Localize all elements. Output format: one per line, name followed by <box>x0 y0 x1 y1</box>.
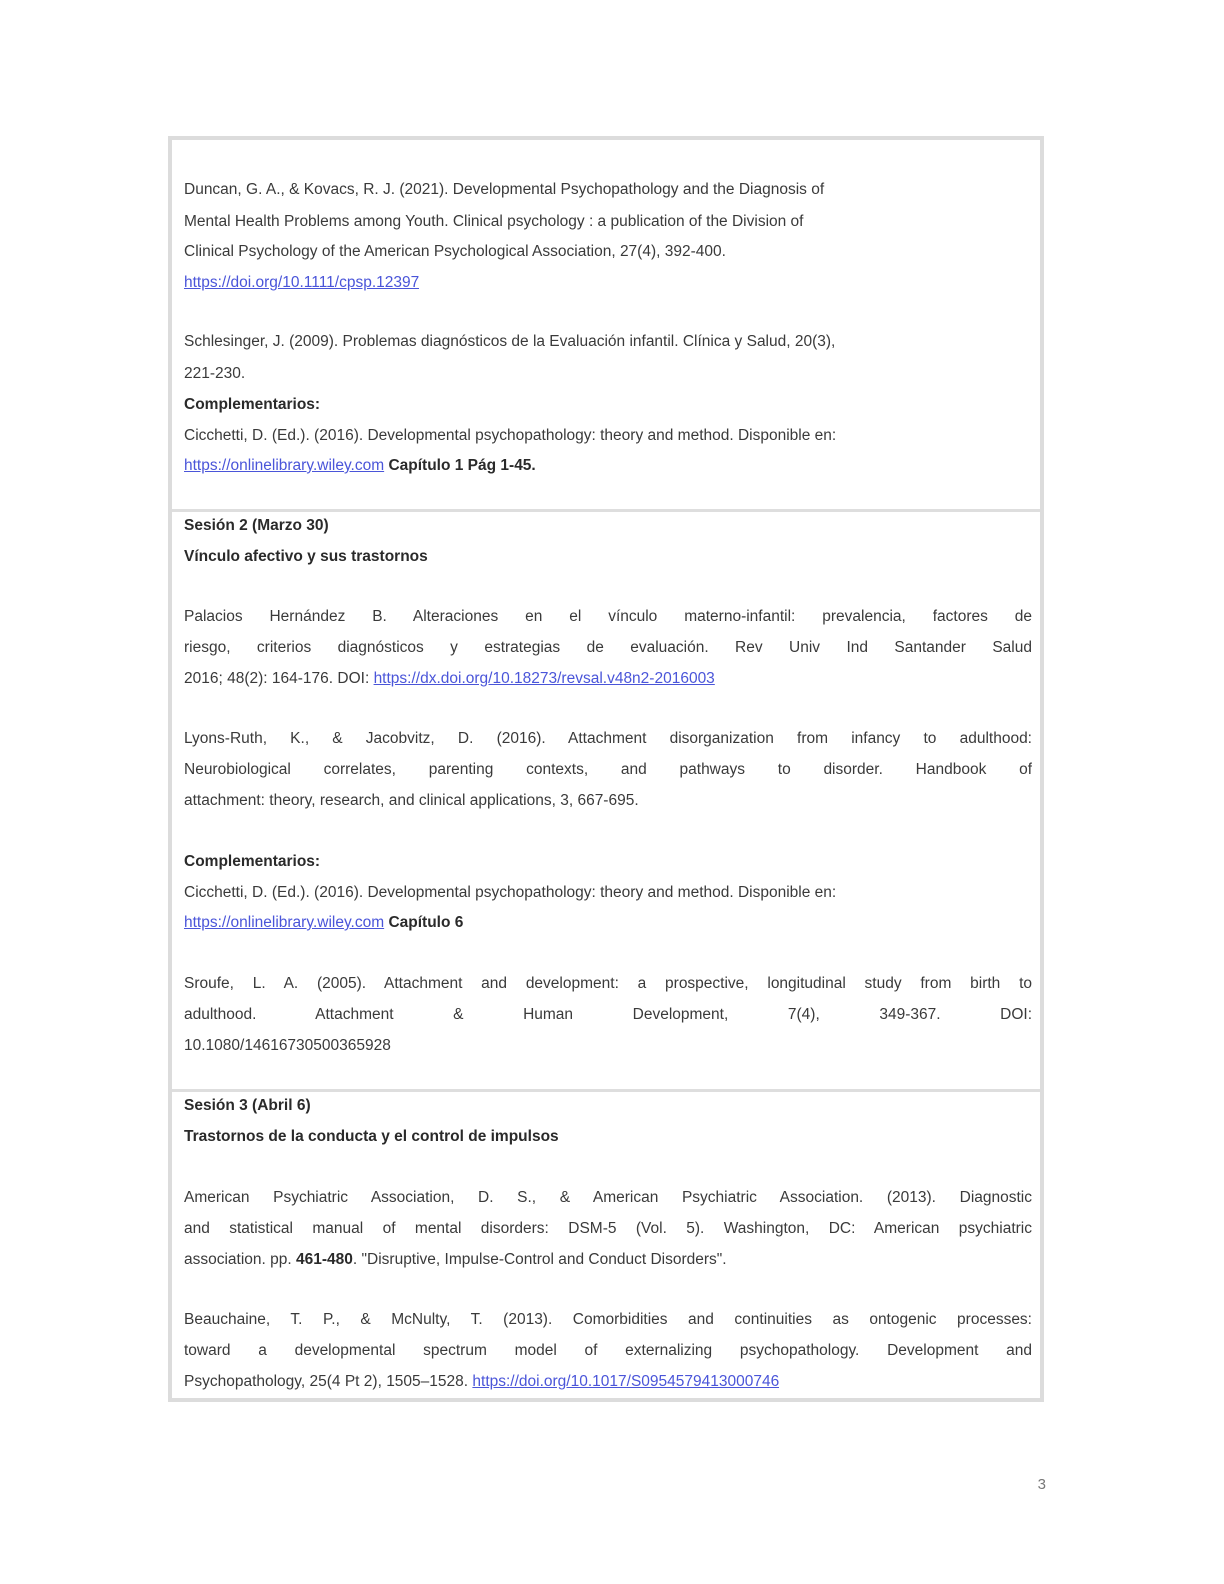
book-link[interactable]: https://onlinelibrary.wiley.com <box>184 914 385 931</box>
doi-link[interactable]: https://dx.doi.org/10.18273/revsal.v48n2-2016003 <box>373 670 715 687</box>
reference-line: association. pp. <box>184 1251 297 1268</box>
chapter-note: Capítulo 6 <box>384 914 464 931</box>
session-topic: Vínculo afectivo y sus trastornos <box>184 548 428 565</box>
reference-line: Duncan, G. A., & Kovacs, R. J. (2021). Developmental Psychopathology and the Diagnosis of <box>184 181 825 198</box>
reference-line: Cicchetti, D. (Ed.). (2016). Developmental psychopathology: theory and method. Disponible en: <box>184 884 837 901</box>
reference-line: attachment: theory, research, and clinical applications, 3, 667-695. <box>184 792 639 809</box>
session-topic: Trastornos de la conducta y el control de impulsos <box>184 1128 559 1145</box>
book-link[interactable]: https://onlinelibrary.wiley.com <box>184 457 385 474</box>
reference-line: riesgo, criterios diagnósticos y estrategias de evaluación. Rev Univ Ind Santander Salud <box>184 639 1032 656</box>
reference-line: Sroufe, L. A. (2005). Attachment and development: a prospective, longitudinal study from birth to <box>184 975 1032 992</box>
reference-line: Mental Health Problems among Youth. Clinical psychology : a publication of the Division of <box>184 213 804 230</box>
complementary-label: Complementarios: <box>184 396 321 413</box>
reference-line: Beauchaine, T. P., & McNulty, T. (2013). Comorbidities and continuities as ontogenic processes: <box>184 1311 1032 1328</box>
reference-line: Cicchetti, D. (Ed.). (2016). Developmental psychopathology: theory and method. Disponible en: <box>184 427 837 444</box>
reference-line: American Psychiatric Association, D. S., & American Psychiatric Association. (2013). Diagnostic <box>184 1189 1032 1206</box>
reference-line: Schlesinger, J. (2009). Problemas diagnósticos de la Evaluación infantil. Clínica y Salud, 20(3), <box>184 333 836 350</box>
reference-line: 221-230. <box>184 365 246 382</box>
reference-line: Palacios Hernández B. Alteraciones en el vínculo materno-infantil: prevalencia, factores de <box>184 608 1032 625</box>
table-cell-session-1 <box>172 140 1040 512</box>
reference-line: Psychopathology, 25(4 Pt 2), 1505–1528. <box>184 1373 473 1390</box>
session-heading: Sesión 3 (Abril 6) <box>184 1097 311 1114</box>
page-number: 3 <box>1037 1476 1046 1493</box>
table-cell-session-2 <box>172 512 1040 1092</box>
reference-line: . "Disruptive, Impulse-Control and Conduct Disorders". <box>352 1251 727 1268</box>
page-range: 461-480 <box>296 1251 353 1268</box>
reference-line: Lyons-Ruth, K., & Jacobvitz, D. (2016). Attachment disorganization from infancy to adulthood: <box>184 730 1032 747</box>
references-table <box>168 136 1044 1402</box>
doi-link[interactable]: https://doi.org/10.1017/S0954579413000746 <box>472 1373 780 1390</box>
reference-line: adulthood. Attachment & Human Development, 7(4), 349-367. DOI: <box>184 1006 1032 1023</box>
reference-line: 2016; 48(2): 164-176. DOI: <box>184 670 374 687</box>
session-heading: Sesión 2 (Marzo 30) <box>184 517 329 534</box>
chapter-note: Capítulo 1 Pág 1-45. <box>384 457 536 474</box>
reference-line: 10.1080/14616730500365928 <box>184 1037 391 1054</box>
table-cell-session-3 <box>172 1092 1040 1398</box>
reference-line: Neurobiological correlates, parenting contexts, and pathways to disorder. Handbook of <box>184 761 1032 778</box>
complementary-label: Complementarios: <box>184 853 321 870</box>
doi-link[interactable]: https://doi.org/10.1111/cpsp.12397 <box>184 274 420 291</box>
reference-line: toward a developmental spectrum model of externalizing psychopathology. Development and <box>184 1342 1032 1359</box>
reference-line: and statistical manual of mental disorders: DSM-5 (Vol. 5). Washington, DC: American psychiatric <box>184 1220 1032 1237</box>
reference-line: Clinical Psychology of the American Psychological Association, 27(4), 392-400. <box>184 243 726 260</box>
